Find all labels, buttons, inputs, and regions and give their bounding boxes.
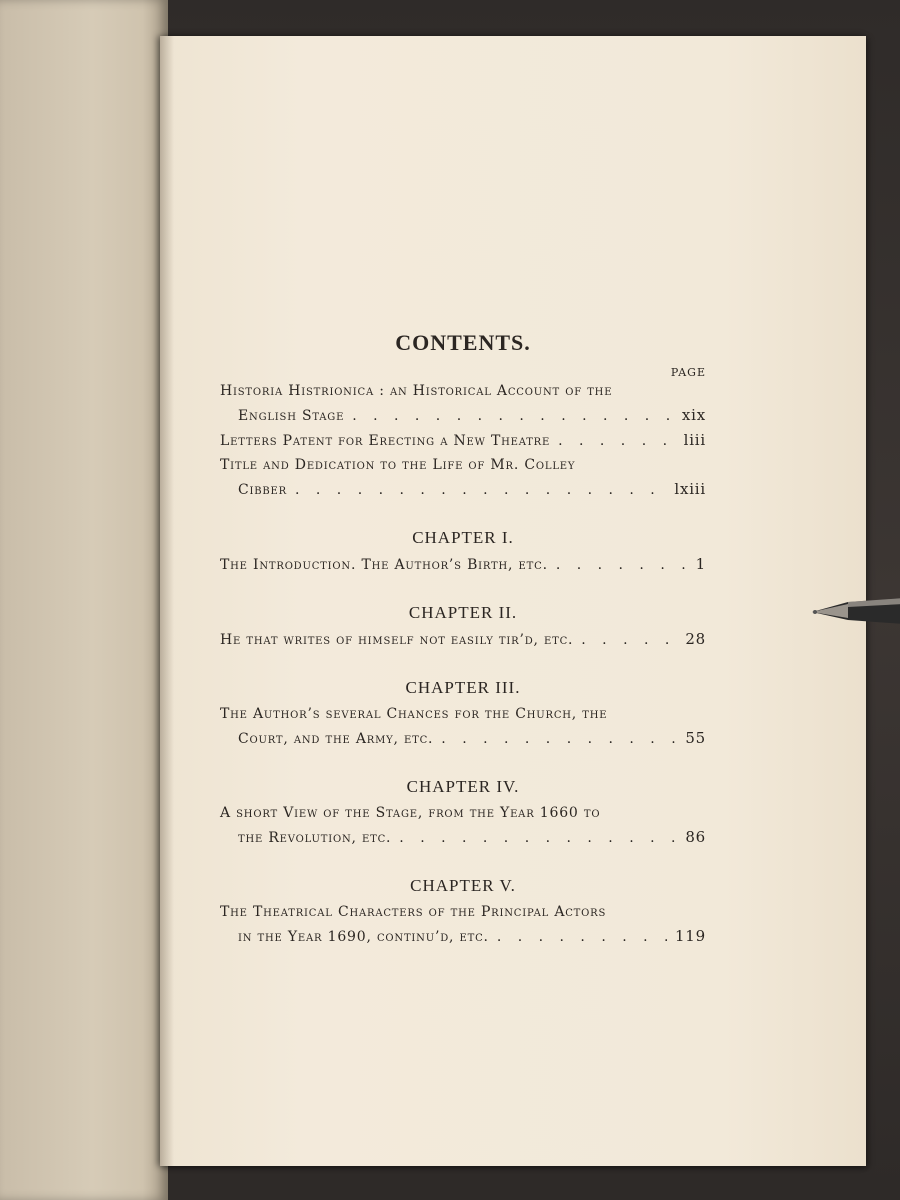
- contents-title: CONTENTS.: [395, 330, 531, 355]
- entry-page-number: liii: [683, 431, 706, 449]
- toc-entry-chapter-4: [220, 801, 706, 850]
- entry-page-number: 55: [685, 729, 706, 747]
- toc-entry-title-dedication: [220, 453, 706, 502]
- entry-text: Court, and the Army, etc.: [238, 731, 434, 747]
- toc-entry-letters-patent: [220, 428, 706, 453]
- toc-entry-historia: [220, 379, 706, 428]
- left-book-page: [0, 0, 168, 1200]
- entry-page-number: 119: [674, 927, 706, 945]
- entry-text: the Revolution, etc.: [238, 830, 392, 846]
- entry-line: [220, 627, 706, 652]
- entry-text: He that writes of himself not easily tir’d, etc.: [220, 632, 574, 648]
- entry-line: [220, 726, 706, 751]
- leader-dots: [295, 478, 666, 502]
- leader-dots: [352, 404, 674, 428]
- entry-text: Cibber: [238, 482, 287, 498]
- chapter-heading: CHAPTER III.: [405, 678, 521, 697]
- entry-text: The Introduction. The Author’s Birth, etc.: [220, 557, 548, 573]
- chapter-heading: CHAPTER IV.: [406, 777, 520, 796]
- entry-text: Letters Patent for Erecting a New Theatre: [220, 433, 551, 449]
- page-column-label: PAGE: [670, 366, 706, 379]
- entry-text: The Author’s several Chances for the Church, the: [220, 706, 608, 722]
- chapter-heading: CHAPTER I.: [412, 528, 514, 547]
- entry-line: [220, 477, 706, 502]
- entry-line: [220, 825, 706, 850]
- toc-entry-chapter-2: [220, 627, 706, 652]
- entry-line: [220, 801, 706, 825]
- leader-dots: [581, 628, 677, 652]
- entry-line: [220, 900, 706, 924]
- entry-page-number: lxiii: [674, 480, 706, 498]
- leader-dots: [497, 925, 667, 949]
- entry-text: Title and Dedication to the Life of Mr. Colley: [220, 457, 576, 473]
- entry-page-number: 1: [695, 555, 706, 573]
- chapter-heading: CHAPTER V.: [410, 876, 516, 895]
- entry-line: [220, 702, 706, 726]
- toc-entry-chapter-1: [220, 552, 706, 577]
- entry-line: [220, 924, 706, 949]
- leader-dots: [441, 727, 677, 751]
- entry-page-number: 86: [685, 828, 706, 846]
- table-of-contents: [220, 330, 706, 949]
- entry-text: The Theatrical Characters of the Principal Actors: [220, 904, 607, 920]
- entry-line: [220, 453, 706, 477]
- gutter-shadow: [160, 36, 174, 1166]
- entry-text: A short View of the Stage, from the Year 1660 to: [220, 805, 601, 821]
- entry-line: [220, 403, 706, 428]
- leader-dots: [399, 826, 677, 850]
- entry-line: [220, 428, 706, 453]
- leader-dots: [558, 429, 676, 453]
- entry-page-number: xix: [681, 406, 706, 424]
- entry-line: [220, 552, 706, 577]
- toc-entry-chapter-3: [220, 702, 706, 751]
- entry-text: English Stage: [238, 408, 345, 424]
- pen-tip-icon: [808, 590, 900, 630]
- entry-text: Historia Histrionica : an Historical Account of the: [220, 383, 613, 399]
- entry-line: [220, 379, 706, 403]
- chapter-heading: CHAPTER II.: [408, 603, 518, 622]
- entry-text: in the Year 1690, continu’d, etc.: [238, 929, 489, 945]
- entry-page-number: 28: [685, 630, 706, 648]
- toc-entry-chapter-5: [220, 900, 706, 949]
- leader-dots: [556, 553, 688, 577]
